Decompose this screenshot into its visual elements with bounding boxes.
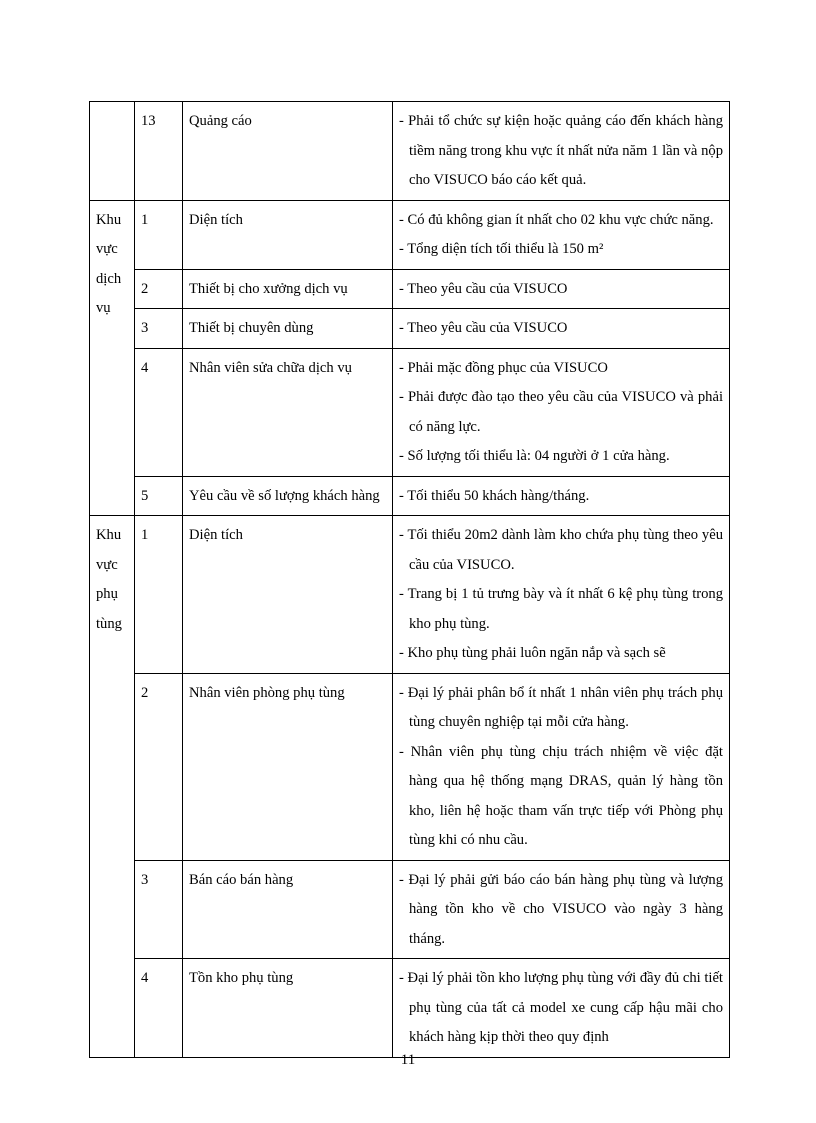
requirement-line: - Tối thiểu 20m2 dành làm kho chứa phụ tùng theo yêu cầu của VISUCO. [399,527,723,573]
table-row [90,860,730,959]
number-cell: 3 [135,309,183,349]
item-cell: Yêu cầu về số lượng khách hàng [183,476,393,516]
number-cell: 2 [135,269,183,309]
requirement-cell [393,860,730,959]
area-cell-service: Khu vực dịch vụ [90,200,135,516]
number-cell: 13 [135,102,183,201]
table-row [90,309,730,349]
requirement-line: - Đại lý phải phân bổ ít nhất 1 nhân viên phụ trách phụ tùng chuyên nghiệp tại mỗi cửa hàng. [399,684,723,730]
item-cell: Bán cáo bán hàng [183,860,393,959]
item-cell: Nhân viên sửa chữa dịch vụ [183,348,393,476]
item-cell: Thiết bị cho xưởng dịch vụ [183,269,393,309]
requirement-line: - Theo yêu cầu của VISUCO [399,280,568,297]
item-cell: Nhân viên phòng phụ tùng [183,673,393,860]
table-row [90,269,730,309]
requirement-line: - Có đủ không gian ít nhất cho 02 khu vực chức năng. [399,211,714,228]
number-cell: 2 [135,673,183,860]
table-row [90,200,730,269]
table-row [90,476,730,516]
requirement-line: - Tối thiểu 50 khách hàng/tháng. [399,487,590,504]
item-cell: Tồn kho phụ tùng [183,959,393,1058]
number-cell: 4 [135,348,183,476]
page-number: 11 [400,1052,416,1068]
requirement-line: - Tổng diện tích tối thiểu là 150 m² [399,241,604,257]
requirement-cell [393,516,730,674]
requirement-line: - Trang bị 1 tủ trưng bày và ít nhất 6 kệ phụ tùng trong kho phụ tùng. [399,586,723,632]
requirement-cell [393,476,730,516]
area-cell-parts: Khu vực phụ tùng [90,516,135,1058]
item-cell: Diện tích [183,200,393,269]
requirement-line: - Theo yêu cầu của VISUCO [399,320,568,336]
item-cell: Quảng cáo [183,102,393,201]
requirement-line: - Phải tổ chức sự kiện hoặc quảng cáo đến khách hàng tiềm năng trong khu vực ít nhất nửa năm 1 lần và nộp cho VISUCO báo cáo kết quả. [399,113,723,188]
requirement-line: - Đại lý phải tồn kho lượng phụ tùng với đầy đủ chi tiết phụ tùng của tất cả model xe cung cấp hậu mãi cho khách hàng kịp thời theo quy định [399,970,723,1045]
requirement-cell [393,269,730,309]
requirement-line: - Số lượng tối thiểu là: 04 người ở 1 cửa hàng. [399,448,670,464]
area-cell [90,102,135,201]
requirement-line: - Kho phụ tùng phải luôn ngăn nắp và sạch sẽ [399,645,666,661]
item-cell: Thiết bị chuyên dùng [183,309,393,349]
requirement-line: - Đại lý phải gửi báo cáo bán hàng phụ tùng và lượng hàng tồn kho về cho VISUCO vào ngày 3 hàng tháng. [399,871,723,947]
requirement-cell [393,348,730,476]
requirement-line: - Phải mặc đồng phục của VISUCO [399,359,608,376]
requirement-cell [393,959,730,1058]
table-row [90,673,730,860]
number-cell: 1 [135,200,183,269]
table-row [90,959,730,1058]
requirement-cell [393,673,730,860]
requirement-cell [393,309,730,349]
number-cell: 3 [135,860,183,959]
requirements-table [89,101,730,1058]
requirement-cell [393,102,730,201]
number-cell: 4 [135,959,183,1058]
table-row [90,348,730,476]
number-cell: 5 [135,476,183,516]
requirement-cell [393,200,730,269]
number-cell: 1 [135,516,183,674]
table-row [90,102,730,201]
requirement-line: - Phải được đào tạo theo yêu cầu của VISUCO và phải có năng lực. [399,389,723,435]
item-cell: Diện tích [183,516,393,674]
requirement-line: - Nhân viên phụ tùng chịu trách nhiệm về việc đặt hàng qua hệ thống mạng DRAS, quản lý hàng tồn kho, liên hệ hoặc tham vấn trực tiếp với Phòng phụ tùng khi có nhu cầu. [399,743,723,848]
table-row [90,516,730,674]
